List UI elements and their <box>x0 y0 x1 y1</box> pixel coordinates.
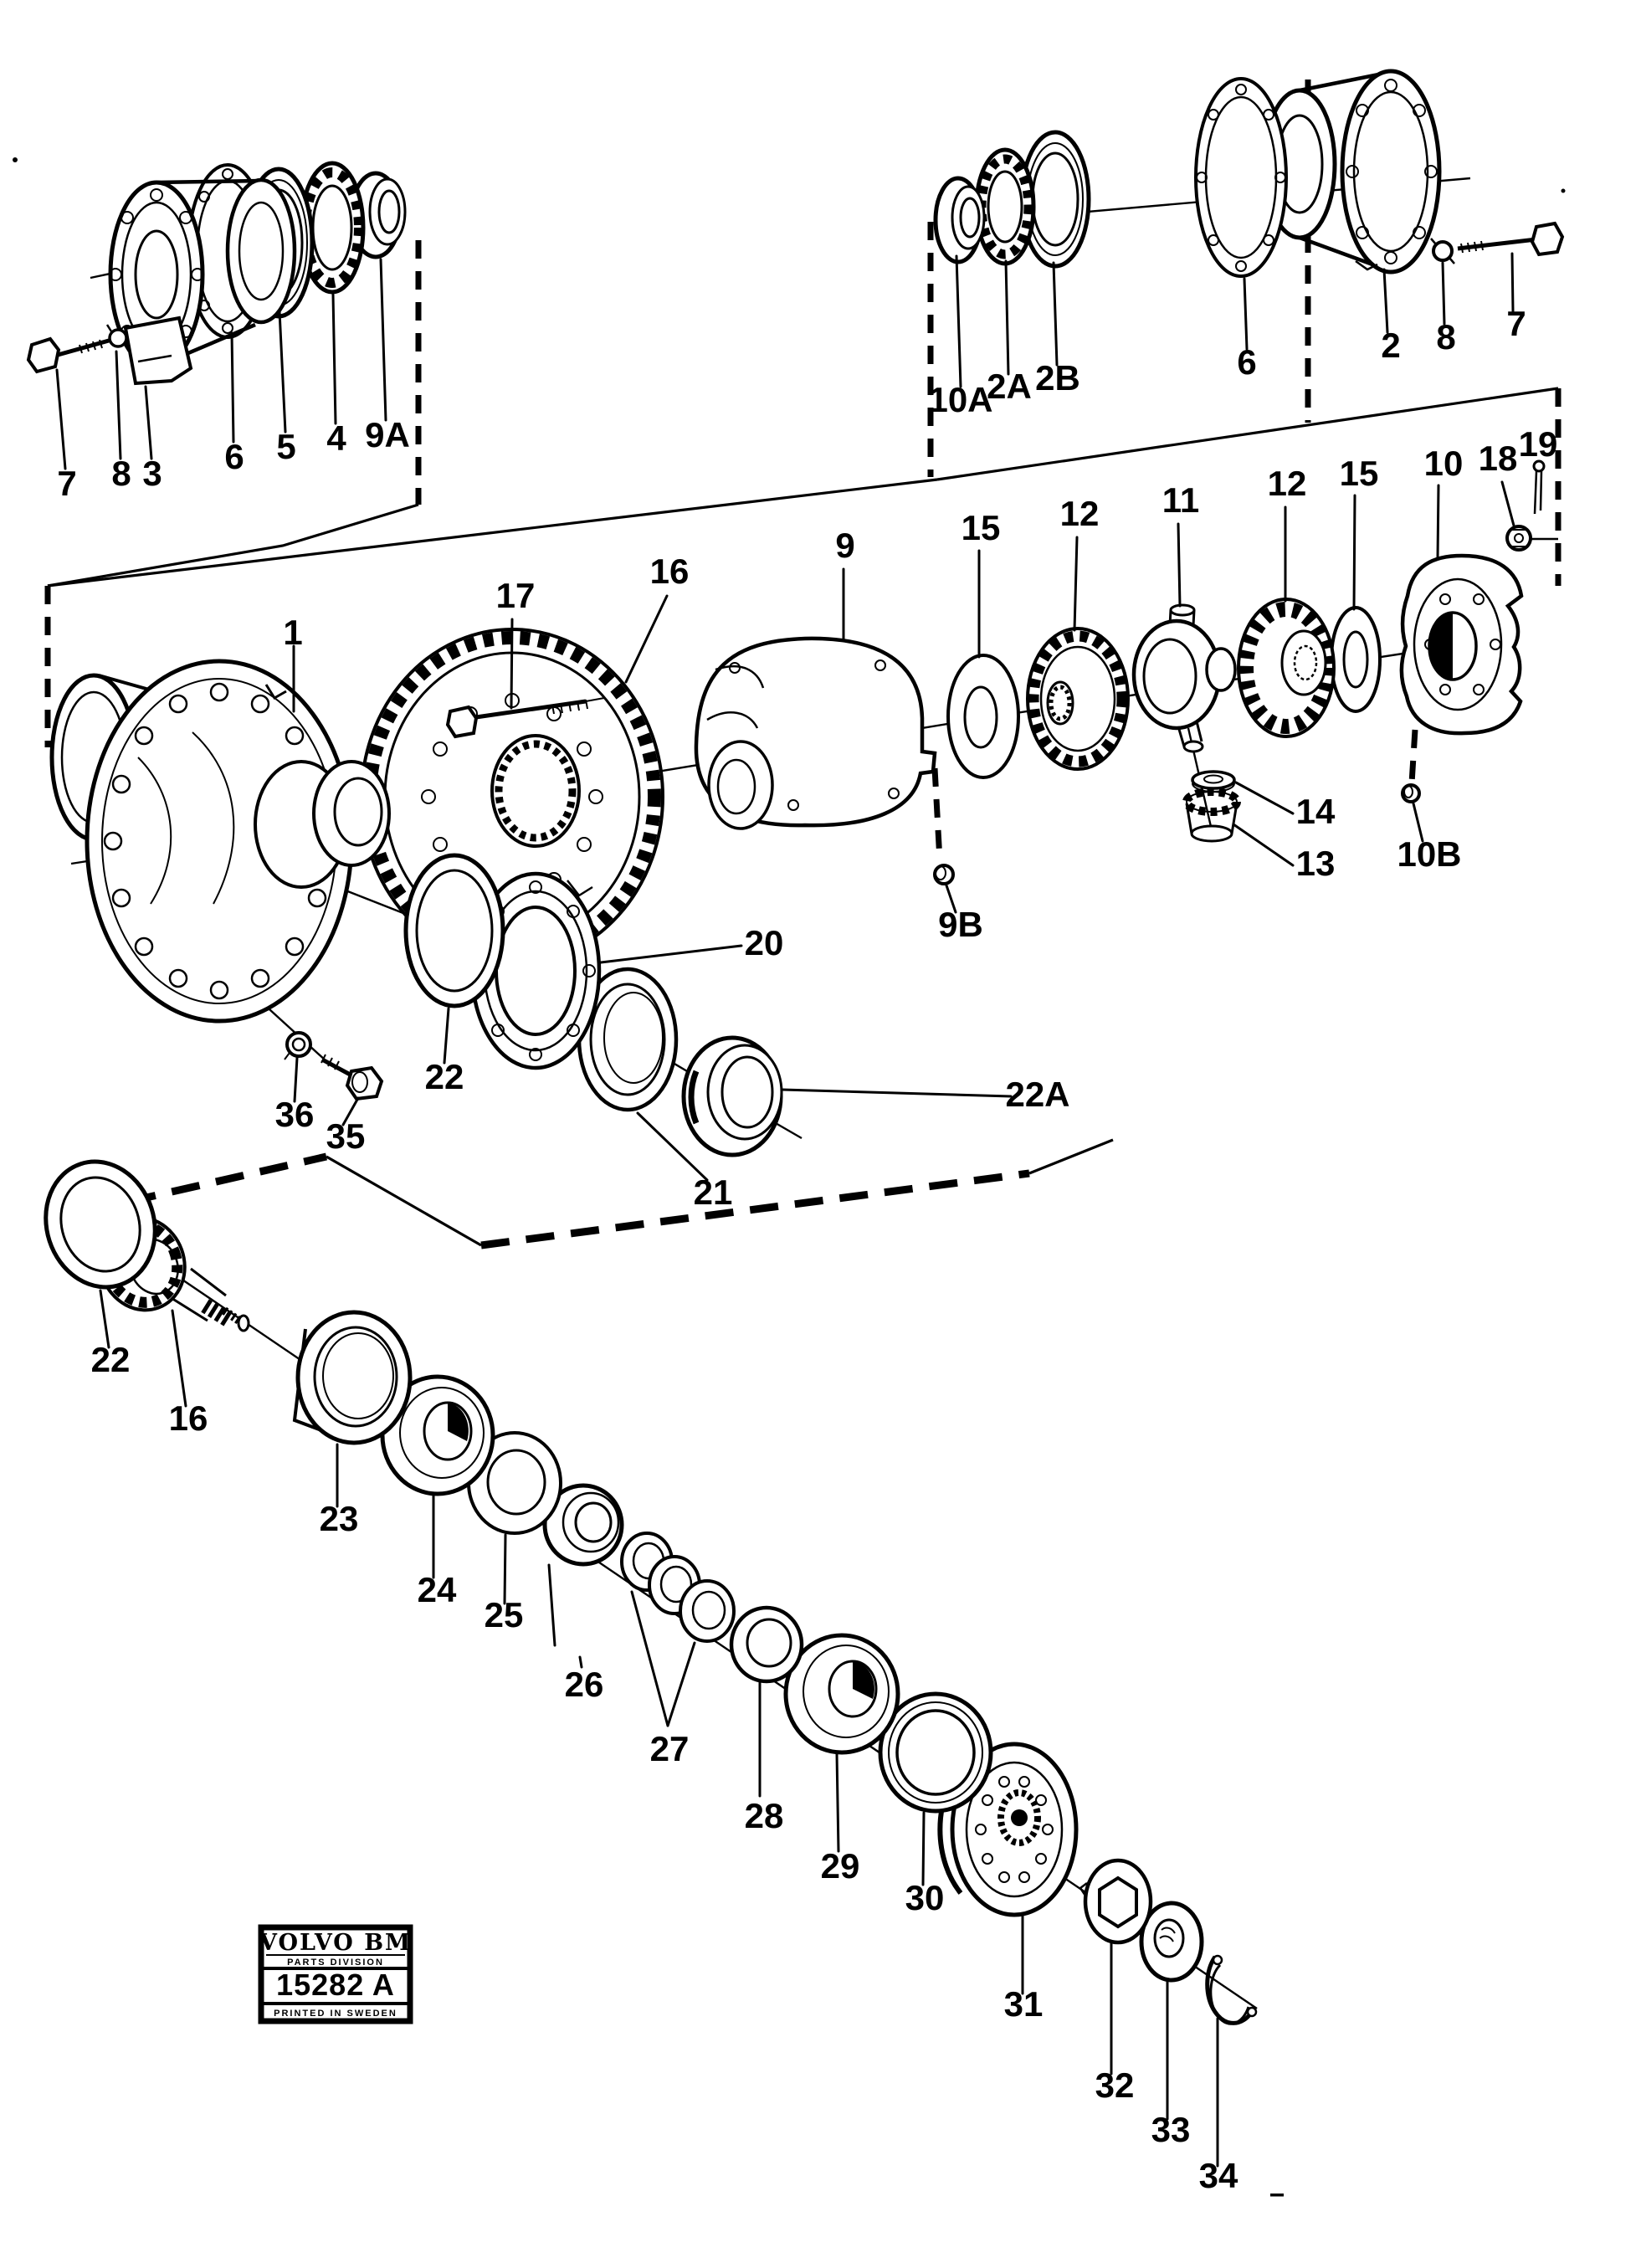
volvo-bm-plate <box>259 1927 412 2021</box>
label-29: 29 <box>820 1846 860 1886</box>
label-23: 23 <box>319 1499 359 1538</box>
label-32: 32 <box>1095 2065 1135 2105</box>
plate-number: 15282 A <box>276 1968 395 2002</box>
boundary-dashed-10b <box>1412 730 1415 783</box>
part-bushing-22a <box>684 1038 782 1155</box>
label-19: 19 <box>1518 424 1558 464</box>
label-2: 2 <box>1381 326 1401 365</box>
pinion-housing-assembly <box>28 163 405 383</box>
label-6: 6 <box>224 437 244 476</box>
label-13: 13 <box>1295 844 1336 883</box>
label-35: 35 <box>326 1116 366 1156</box>
label-6-right: 6 <box>1237 342 1257 382</box>
label-21: 21 <box>693 1172 733 1212</box>
page-speck <box>1562 189 1566 193</box>
label-8: 8 <box>111 454 131 493</box>
boundary-dashed-9b <box>935 768 940 860</box>
pinion-group-boundary <box>84 1140 1113 1245</box>
part-shim-washers-27 <box>622 1533 734 1641</box>
label-12-left: 12 <box>1059 494 1100 533</box>
part-thrust-washer-15-right <box>1331 608 1380 711</box>
part-bushing-10a <box>936 178 984 262</box>
label-14: 14 <box>1295 792 1336 831</box>
label-31: 31 <box>1003 1984 1044 2024</box>
label-22-lower: 22 <box>90 1340 131 1379</box>
label-12-right: 12 <box>1267 464 1307 503</box>
part-thrust-washer-15-left <box>948 655 1018 777</box>
label-25: 25 <box>484 1595 524 1634</box>
part-washer-36 <box>285 1033 310 1060</box>
label-33: 33 <box>1151 2110 1191 2149</box>
part-bearing-23 <box>295 1312 410 1443</box>
label-7: 7 <box>57 464 77 503</box>
label-9a: 9A <box>365 415 410 454</box>
clamp-bracket <box>126 318 191 383</box>
label-16-lower: 16 <box>168 1398 208 1438</box>
pinion-shaft-assembly <box>29 1147 1256 2024</box>
boundary-thick-dashed <box>481 1173 1029 1245</box>
part-gasket-6-right <box>1196 79 1286 276</box>
page-speck <box>1270 2194 1284 2197</box>
part-side-gear-12-right <box>1238 599 1334 736</box>
page-speck <box>13 157 18 162</box>
differential-assembly <box>52 461 1558 1099</box>
part-cotter-pin-19 <box>1534 461 1544 514</box>
label-27: 27 <box>649 1729 690 1768</box>
leader-lines <box>57 254 1514 2166</box>
label-5: 5 <box>276 427 296 466</box>
boundary-solid <box>1029 1140 1113 1173</box>
label-20: 20 <box>744 923 784 962</box>
label-3: 3 <box>142 454 162 493</box>
label-9: 9 <box>835 526 855 565</box>
label-10a: 10A <box>928 380 993 419</box>
boundary-solid <box>48 480 937 586</box>
plate-division: PARTS DIVISION <box>287 1958 384 1968</box>
part-diff-carrier-9 <box>696 639 935 829</box>
label-1: 1 <box>283 613 303 652</box>
label-7-right: 7 <box>1506 304 1526 343</box>
part-nut-18 <box>1507 526 1558 550</box>
label-2b: 2B <box>1035 358 1080 398</box>
label-26: 26 <box>564 1665 604 1704</box>
part-hub-2 <box>1264 71 1439 272</box>
boundary-solid <box>326 1157 481 1245</box>
label-15-right: 15 <box>1339 454 1379 493</box>
label-2a: 2A <box>987 367 1032 406</box>
boundary-solid <box>48 505 418 586</box>
label-10b: 10B <box>1397 834 1462 874</box>
label-18: 18 <box>1478 439 1518 478</box>
label-16: 16 <box>649 552 690 591</box>
part-washer-8-right <box>1431 239 1454 264</box>
part-bearing-2a <box>977 150 1033 264</box>
part-diff-case-10 <box>1402 556 1521 733</box>
part-bolt-35 <box>321 1054 382 1099</box>
label-17: 17 <box>495 576 536 615</box>
part-bearing-ring-22 <box>405 855 503 1006</box>
part-bolt-10b <box>1403 785 1419 802</box>
label-36: 36 <box>274 1095 315 1134</box>
plate-printed: PRINTED IN SWEDEN <box>274 2009 397 2019</box>
part-snap-ring-34 <box>1208 1956 1256 2024</box>
plate-brand: VOLVO BM <box>259 1930 412 1956</box>
part-spider-11 <box>1134 605 1235 752</box>
label-22-mid: 22 <box>424 1057 464 1096</box>
part-bolt-7 <box>28 339 109 372</box>
label-8-right: 8 <box>1436 317 1456 357</box>
label-4: 4 <box>326 418 346 458</box>
label-9b: 9B <box>938 905 983 944</box>
label-24: 24 <box>417 1570 457 1609</box>
part-ring-28 <box>731 1608 802 1681</box>
part-lock-washer-32 <box>1080 1860 1151 1942</box>
label-15-left: 15 <box>961 508 1001 547</box>
label-28: 28 <box>744 1796 784 1835</box>
hub-assembly-top-right <box>936 71 1562 276</box>
part-pinion-gear-13 <box>1187 792 1237 841</box>
part-bolt-7-right <box>1458 223 1562 254</box>
bolt-head <box>1532 223 1562 254</box>
callout-labels <box>57 304 1557 2195</box>
part-bolt-9b <box>935 865 953 884</box>
bolt-head <box>448 707 476 736</box>
label-30: 30 <box>905 1878 945 1917</box>
label-11: 11 <box>1162 480 1200 520</box>
part-side-gear-12-left <box>1028 629 1128 769</box>
label-34: 34 <box>1198 2156 1238 2195</box>
bolt-head <box>28 339 59 372</box>
label-10: 10 <box>1423 444 1464 483</box>
part-axle-housing-1 <box>52 661 389 1021</box>
label-22a: 22A <box>1005 1075 1070 1114</box>
